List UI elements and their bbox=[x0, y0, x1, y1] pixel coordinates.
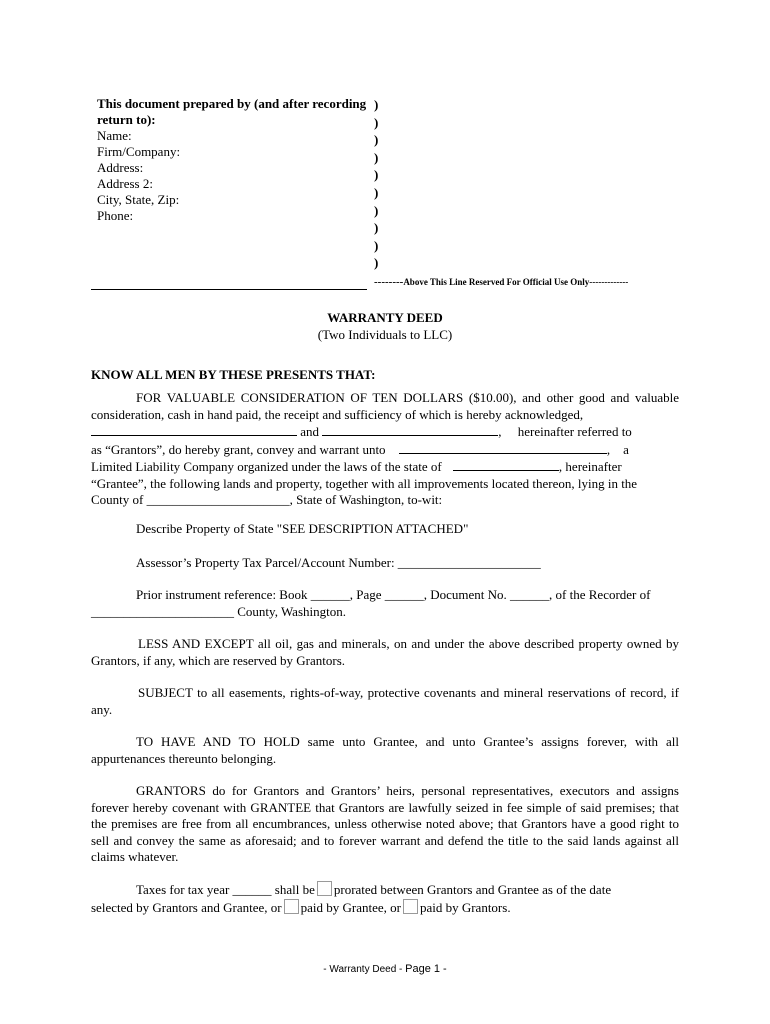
parenthesis-column bbox=[374, 96, 378, 272]
to-have-paragraph: TO HAVE AND TO HOLD same unto Grantee, and unto Grantee’s assigns forever, with all appurtenances thereunto belonging. bbox=[91, 734, 679, 766]
grantee-name-blank[interactable] bbox=[399, 441, 607, 454]
prorated-checkbox[interactable] bbox=[317, 881, 332, 896]
document-title: WARRANTY DEED bbox=[327, 310, 443, 325]
prior-instrument-paragraph bbox=[91, 587, 679, 620]
taxes-paragraph bbox=[91, 881, 679, 916]
know-all-heading: KNOW ALL MEN BY THESE PRESENTS THAT: bbox=[91, 367, 376, 382]
consideration-text: FOR VALUABLE CONSIDERATION OF TEN DOLLARS ($10.00), and other good and valuable consideration, cash in hand paid, the receipt and sufficiency of which is hereby acknowledged, bbox=[91, 390, 679, 422]
paid-by-grantors-label: paid by Grantors. bbox=[419, 899, 511, 915]
property-description: Describe Property of State "SEE DESCRIPTION ATTACHED" bbox=[136, 521, 469, 536]
grantor-names-line bbox=[91, 423, 679, 441]
llc-text: Limited Liability Company organized under the laws of the state of bbox=[91, 459, 442, 474]
county-line bbox=[91, 492, 679, 509]
paren: ) bbox=[374, 167, 379, 183]
footer-page-number: Page 1 - bbox=[405, 963, 447, 975]
prior-instrument-line2: ______________________ County, Washington. bbox=[91, 603, 346, 619]
footer-label: - Warranty Deed - bbox=[323, 964, 403, 975]
prepared-by-heading: This document prepared by (and after recording bbox=[97, 96, 367, 111]
llc-state-line bbox=[91, 458, 679, 476]
official-use-dashes-left: -------- bbox=[374, 276, 404, 288]
hereinafter-text: , hereinafter bbox=[558, 459, 622, 474]
paren: ) bbox=[374, 184, 379, 200]
grantors-covenant-paragraph: GRANTORS do for Grantors and Grantors’ heirs, personal representatives, executors and assigns forever hereby covenant with GRANTEE that Grantors are lawfully seized in fee simple of said premises; that the premises are free from all encumbrances, unless otherwise noted above; that Grantors have a good right to sell and convey the same as aforesaid; and to forever warrant and defend the title to the said lands against all claims whatever. bbox=[91, 783, 679, 864]
paid-by-grantee-checkbox[interactable] bbox=[284, 899, 299, 914]
document-subtitle: (Two Individuals to LLC) bbox=[317, 327, 453, 342]
field-name-label: Name: bbox=[97, 128, 132, 143]
recording-divider-line bbox=[91, 289, 367, 290]
field-phone-label: Phone: bbox=[97, 208, 134, 223]
prorated-label: prorated between Grantors and Grantee as of the date bbox=[333, 882, 612, 897]
official-use-dashes-right: ------------- bbox=[589, 277, 629, 287]
prepared-by-heading-2: return to): bbox=[97, 112, 156, 127]
field-firm-label: Firm/Company: bbox=[97, 144, 181, 159]
taxes-prefix: Taxes for tax year ______ shall be bbox=[136, 882, 315, 897]
state-blank[interactable] bbox=[453, 458, 559, 471]
page-footer bbox=[0, 963, 770, 975]
paren: ) bbox=[374, 202, 379, 218]
paren: ) bbox=[374, 97, 379, 112]
official-use-notice bbox=[374, 276, 628, 288]
subject-paragraph: SUBJECT to all easements, rights-of-way, protective covenants and mineral reservations of record, if any. bbox=[91, 685, 679, 717]
paid-by-grantors-checkbox[interactable] bbox=[403, 899, 418, 914]
prior-instrument-line1: Prior instrument reference: Book ______, Page ______, Document No. ______, of the Recorder of bbox=[136, 587, 651, 602]
a-text: , a bbox=[606, 441, 629, 457]
county-blank[interactable]: ______________________ bbox=[146, 492, 290, 507]
paren: ) bbox=[374, 237, 379, 253]
and-text: and bbox=[300, 424, 320, 439]
less-except-paragraph: LESS AND EXCEPT all oil, gas and minerals, on and under the above described property owned by Grantors, if any, which are reserved by Grantors. bbox=[91, 636, 679, 668]
official-use-text: Above This Line Reserved For Official Use Only bbox=[403, 277, 590, 287]
county-prefix: County of bbox=[91, 492, 144, 507]
county-suffix: , State of Washington, to-wit: bbox=[289, 492, 443, 507]
grantor2-blank[interactable] bbox=[322, 423, 498, 436]
prepared-by-block bbox=[97, 96, 366, 224]
paren: ) bbox=[374, 114, 379, 130]
grantor1-blank[interactable] bbox=[91, 423, 297, 436]
grantee-line bbox=[91, 441, 679, 459]
grantee-lands-text: “Grantee”, the following lands and property, together with all improvements located thereon, lying in the bbox=[91, 475, 638, 491]
taxes-line2-prefix: selected by Grantors and Grantee, or bbox=[91, 899, 282, 915]
field-address2-label: Address 2: bbox=[97, 176, 153, 191]
field-city-state-zip-label: City, State, Zip: bbox=[97, 192, 180, 207]
field-address-label: Address: bbox=[97, 160, 144, 175]
paid-by-grantee-label: paid by Grantee, or bbox=[300, 899, 401, 915]
taxes-line2 bbox=[91, 899, 679, 917]
grantors-text: as “Grantors”, do hereby grant, convey and warrant unto bbox=[91, 441, 386, 457]
paren: ) bbox=[374, 220, 379, 236]
paren: ) bbox=[374, 149, 379, 165]
consideration-paragraph bbox=[91, 390, 679, 509]
paren: ) bbox=[374, 132, 379, 148]
taxes-line1 bbox=[91, 881, 679, 899]
paren: ) bbox=[374, 255, 379, 271]
assessor-parcel-line: Assessor’s Property Tax Parcel/Account Number: ______________________ bbox=[136, 555, 541, 570]
referred-text: , hereinafter referred to bbox=[498, 424, 632, 439]
